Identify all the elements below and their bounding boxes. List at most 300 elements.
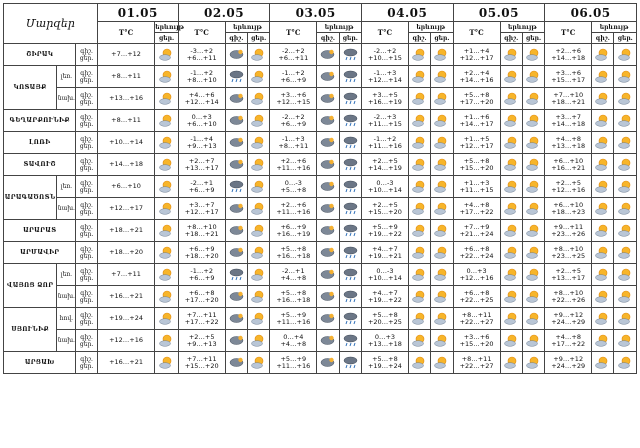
weather-icon-cell (247, 330, 269, 352)
partly-sunny-icon (618, 158, 633, 171)
temperature-range (362, 242, 409, 264)
weather-icon-cell (155, 88, 178, 110)
partly-sunny-icon (504, 202, 519, 215)
precip-header: երևույթ (225, 22, 270, 33)
partly-sunny-icon (434, 224, 449, 237)
day-temp: +15…+20 (184, 361, 219, 370)
night-temp: +8…+10 (186, 222, 217, 231)
weather-icon-cell (522, 220, 544, 242)
partly-sunny-icon (159, 268, 174, 281)
weather-icon-cell (317, 264, 339, 286)
night-temp: +1…+3 (463, 178, 490, 187)
temperature-range (453, 286, 500, 308)
partly-sunny-icon (412, 312, 427, 325)
weather-icon-cell (408, 154, 430, 176)
temperature-range (97, 44, 155, 66)
weather-icon-cell (522, 242, 544, 264)
night-label: գիշ. (80, 267, 93, 275)
day-temp: +15…+17 (551, 75, 586, 84)
day-temp: +12…+17 (109, 204, 143, 212)
rain-icon (343, 92, 358, 105)
weather-icon-cell (522, 308, 544, 330)
night-temp: +3…+7 (188, 200, 215, 209)
region-name: ՍՅՈՒՆԻՔ (4, 308, 57, 352)
temperature-range (97, 88, 155, 110)
day-temp: +13…+17 (551, 273, 586, 282)
weather-icon-cell (247, 66, 269, 88)
night-temp: +3…+6 (463, 332, 490, 341)
night-temp: +8…+10 (553, 288, 584, 297)
weather-icon-cell (247, 242, 269, 264)
cloudy-icon (320, 180, 335, 193)
temperature-range (97, 66, 155, 88)
day-temp: +10…+15 (367, 53, 402, 62)
weather-icon-cell (522, 66, 544, 88)
partly-sunny-icon (595, 312, 610, 325)
partly-sunny-icon (251, 114, 266, 127)
day-temp: +6…+11 (186, 53, 217, 62)
rain-icon (343, 114, 358, 127)
day-temp: +18…+20 (184, 251, 219, 260)
day-temp: +9…+13 (186, 339, 217, 348)
partly-sunny-icon (618, 312, 633, 325)
partly-sunny-icon (618, 290, 633, 303)
day-temp: +19…+22 (367, 229, 402, 238)
night-temp: +4…+8 (555, 332, 582, 341)
weather-icon-cell (339, 308, 361, 330)
cloudy-icon (320, 246, 335, 259)
partly-sunny-icon (526, 48, 541, 61)
weather-icon-cell (614, 308, 637, 330)
day-temp: +11…+16 (276, 317, 311, 326)
partly-sunny-icon (595, 268, 610, 281)
night-temp: +6…+8 (463, 288, 490, 297)
precip-header: երևույթ (317, 22, 362, 33)
weather-icon-cell (592, 220, 614, 242)
day-temp: +6…+11 (278, 53, 309, 62)
partly-sunny-icon (595, 114, 610, 127)
night-subheader: գիշ. (225, 33, 247, 44)
partly-sunny-icon (251, 312, 266, 325)
night-temp: +4…+8 (555, 134, 582, 143)
night-temp: +6…+9 (188, 244, 215, 253)
weather-icon-cell (500, 286, 522, 308)
day-temp: +16…+19 (367, 97, 402, 106)
weather-icon-cell (522, 198, 544, 220)
weather-icon-cell (247, 352, 269, 374)
region-name: ԱՐԱԳԱԾՈՏՆ (4, 176, 57, 220)
weather-icon-cell (500, 176, 522, 198)
weather-icon-cell (431, 220, 453, 242)
weather-icon-cell (225, 352, 247, 374)
night-temp: +6…+9 (280, 222, 307, 231)
partly-sunny-icon (251, 334, 266, 347)
temperature-range (270, 242, 317, 264)
weather-icon-cell (247, 110, 269, 132)
weather-icon-cell (614, 330, 637, 352)
weather-icon-cell (247, 286, 269, 308)
weather-icon-cell (592, 132, 614, 154)
weather-icon-cell (431, 352, 453, 374)
region-name: ԱՐԱՐԱՏ (4, 220, 76, 242)
weather-icon-cell (317, 132, 339, 154)
day-temp: +16…+21 (551, 163, 586, 172)
partly-sunny-icon (526, 158, 541, 171)
weather-icon-cell (339, 352, 361, 374)
weather-icon-cell (522, 330, 544, 352)
day-temp: +18…+21 (551, 97, 586, 106)
day-temp: +6…+10 (186, 119, 217, 128)
temperature-range (545, 154, 592, 176)
weather-icon-cell (408, 220, 430, 242)
cloudy-icon (320, 290, 335, 303)
day-temp: +22…+26 (551, 295, 586, 304)
time-of-day-labels (76, 44, 97, 66)
night-temp: +1…+6 (463, 112, 490, 121)
partly-sunny-icon (526, 180, 541, 193)
temperature-range (362, 88, 409, 110)
time-of-day-labels (76, 242, 97, 264)
partly-sunny-icon (159, 70, 174, 83)
partly-sunny-icon (251, 202, 266, 215)
temperature-range (545, 308, 592, 330)
weather-icon-cell (317, 352, 339, 374)
night-temp: 0…+3 (374, 332, 396, 341)
night-temp: +7…+11 (186, 354, 217, 363)
day-temp: +11…+15 (367, 119, 402, 128)
day-temp: +4…+8 (280, 273, 307, 282)
temperature-range (178, 110, 225, 132)
night-temp: -2…+1 (282, 266, 305, 275)
night-label: գիշ. (80, 289, 93, 297)
partly-sunny-icon (618, 70, 633, 83)
day-temp: +12…+16 (459, 273, 494, 282)
time-of-day-labels (76, 264, 97, 286)
day-temp: +19…+24 (109, 314, 143, 322)
table-row (4, 308, 637, 330)
day-temp: +22…+27 (459, 317, 494, 326)
night-temp: -1…+3 (282, 134, 305, 143)
weather-icon-cell (431, 308, 453, 330)
temperature-range (97, 132, 155, 154)
weather-icon-cell (408, 308, 430, 330)
day-temp: +19…+22 (367, 295, 402, 304)
temperature-range (270, 110, 317, 132)
region-subzone: լեռ. (57, 264, 76, 286)
weather-icon-cell (592, 198, 614, 220)
partly-sunny-icon (251, 268, 266, 281)
night-temp: +7…+11 (186, 310, 217, 319)
weather-icon-cell (592, 308, 614, 330)
day-temp: +13…+16 (109, 94, 143, 102)
temperature-range (97, 352, 155, 374)
region-name: ԱՐՄԱՎԻՐ (4, 242, 76, 264)
cloudy-icon (229, 92, 244, 105)
cloudy-icon (229, 356, 244, 369)
weather-icon-cell (317, 154, 339, 176)
weather-icon-cell (522, 132, 544, 154)
night-temp: +2…+5 (188, 332, 215, 341)
day-temp: +12…+14 (367, 75, 402, 84)
weather-icon-cell (155, 110, 178, 132)
weather-icon-cell (339, 110, 361, 132)
night-temp: +1…+5 (463, 134, 490, 143)
night-label: գիշ. (80, 245, 93, 253)
night-label: գիշ. (80, 157, 93, 165)
partly-sunny-icon (618, 334, 633, 347)
weather-icon-cell (317, 66, 339, 88)
night-label: գիշ. (80, 333, 93, 341)
weather-icon-cell (225, 198, 247, 220)
day-temp: +16…+21 (109, 292, 143, 300)
weather-icon-cell (500, 308, 522, 330)
cloudy-icon (320, 136, 335, 149)
day-temp: +18…+21 (184, 229, 219, 238)
weather-icon-cell (247, 220, 269, 242)
weather-icon-cell (614, 110, 637, 132)
temperature-range (545, 352, 592, 374)
region-subzone: լեռ. (57, 176, 76, 198)
temperature-range (362, 198, 409, 220)
weather-icon-cell (155, 44, 178, 66)
weather-icon-cell (225, 286, 247, 308)
temperature-range (545, 88, 592, 110)
temperature-range (178, 220, 225, 242)
weather-icon-cell (155, 308, 178, 330)
time-of-day-labels (76, 176, 97, 198)
weather-icon-cell (155, 176, 178, 198)
night-temp: -1…+2 (282, 68, 305, 77)
weather-icon-cell (408, 330, 430, 352)
cloudy-icon (229, 246, 244, 259)
day-temp: +14…+17 (459, 119, 494, 128)
region-name: ԿՈՏԱՅՔ (4, 66, 57, 110)
weather-icon-cell (431, 330, 453, 352)
night-temp: -2…+1 (190, 178, 213, 187)
cloudy-icon (320, 70, 335, 83)
partly-sunny-icon (251, 246, 266, 259)
weather-icon-cell (592, 110, 614, 132)
cloudy-icon (229, 312, 244, 325)
temp-header: T°C (97, 22, 155, 44)
rain-icon (343, 356, 358, 369)
weather-icon-cell (317, 220, 339, 242)
temperature-range (545, 286, 592, 308)
weather-icon-cell (614, 242, 637, 264)
partly-sunny-icon (251, 48, 266, 61)
cloudy-icon (320, 202, 335, 215)
temperature-range (453, 154, 500, 176)
weather-icon-cell (592, 88, 614, 110)
partly-sunny-icon (412, 290, 427, 303)
day-label: ցեր. (79, 164, 94, 172)
time-of-day-labels (76, 308, 97, 330)
temperature-range (453, 352, 500, 374)
day-label: ցեր. (79, 340, 94, 348)
weather-icon-cell (317, 286, 339, 308)
night-temp: +5…+9 (280, 354, 307, 363)
temperature-range (362, 176, 409, 198)
table-row (4, 66, 637, 88)
temperature-range (270, 44, 317, 66)
weather-icon-cell (592, 352, 614, 374)
partly-sunny-icon (251, 290, 266, 303)
cloudy-icon (320, 268, 335, 281)
day-temp: +5…+8 (280, 185, 307, 194)
temperature-range (97, 308, 155, 330)
weather-icon-cell (408, 352, 430, 374)
day-temp: +12…+17 (459, 141, 494, 150)
weather-icon-cell (522, 110, 544, 132)
weather-icon-cell (408, 132, 430, 154)
day-temp: +12…+17 (184, 207, 219, 216)
weather-icon-cell (614, 264, 637, 286)
time-of-day-labels (76, 286, 97, 308)
night-temp: +5…+8 (372, 354, 398, 363)
weather-icon-cell (225, 220, 247, 242)
temperature-range (178, 264, 225, 286)
weather-icon-cell (614, 132, 637, 154)
night-label: գիշ. (80, 179, 93, 187)
partly-sunny-icon (412, 356, 427, 369)
night-temp: +3…+7 (555, 112, 582, 121)
temperature-range (453, 176, 500, 198)
partly-sunny-icon (251, 92, 266, 105)
night-temp: +8…+10 (553, 244, 584, 253)
night-temp: +6…+10 (553, 156, 584, 165)
region-subzone: նախ. (57, 88, 76, 110)
table-row (4, 176, 637, 198)
partly-sunny-icon (434, 180, 449, 193)
temperature-range (97, 154, 155, 176)
night-label: գիշ. (80, 113, 93, 121)
night-temp: +7…+9 (463, 222, 490, 231)
partly-sunny-icon (618, 136, 633, 149)
partly-sunny-icon (504, 158, 519, 171)
table-row (4, 352, 637, 374)
partly-sunny-icon (251, 136, 266, 149)
partly-sunny-icon (159, 290, 174, 303)
time-of-day-labels (76, 330, 97, 352)
weather-icon-cell (522, 154, 544, 176)
partly-sunny-icon (159, 114, 174, 127)
partly-sunny-icon (434, 246, 449, 259)
temperature-range (362, 352, 409, 374)
weather-icon-cell (500, 132, 522, 154)
weather-icon-cell (225, 242, 247, 264)
night-label: գիշ. (80, 223, 93, 231)
weather-icon-cell (500, 110, 522, 132)
temperature-range (362, 264, 409, 286)
day-subheader: ցեր. (155, 33, 178, 44)
day-temp: +15…+20 (459, 339, 494, 348)
weather-icon-cell (317, 330, 339, 352)
region-name: ՇԻՐԱԿ (4, 44, 76, 66)
partly-sunny-icon (434, 268, 449, 281)
partly-sunny-icon (412, 136, 427, 149)
night-temp: -2…+2 (373, 46, 397, 55)
partly-sunny-icon (159, 312, 174, 325)
temperature-range (545, 330, 592, 352)
partly-sunny-icon (618, 180, 633, 193)
partly-sunny-icon (504, 180, 519, 193)
day-label: ցեր. (79, 274, 94, 282)
day-temp: +11…+16 (276, 207, 311, 216)
cloudy-icon (229, 114, 244, 127)
partly-sunny-icon (504, 224, 519, 237)
day-temp: +17…+20 (459, 97, 494, 106)
night-temp: +5…+8 (372, 310, 398, 319)
day-temp: +18…+21 (109, 226, 143, 234)
partly-sunny-icon (159, 136, 174, 149)
day-temp: +14…+18 (551, 53, 586, 62)
temperature-range (270, 198, 317, 220)
partly-sunny-icon (159, 92, 174, 105)
night-temp: +2…+5 (372, 200, 398, 209)
night-temp: +3…+5 (372, 90, 398, 99)
night-subheader: գիշ. (592, 33, 614, 44)
partly-sunny-icon (434, 202, 449, 215)
temp-header: T°C (545, 22, 592, 44)
day-temp: +23…+25 (551, 251, 586, 260)
weather-icon-cell (225, 110, 247, 132)
night-label: գիշ. (80, 311, 93, 319)
partly-sunny-icon (504, 246, 519, 259)
night-label: գիշ. (80, 135, 93, 143)
partly-sunny-icon (159, 356, 174, 369)
time-of-day-labels (76, 132, 97, 154)
day-temp: +17…+22 (184, 317, 219, 326)
weather-icon-cell (431, 154, 453, 176)
weather-icon-cell (247, 198, 269, 220)
temperature-range (362, 220, 409, 242)
weather-icon-cell (155, 132, 178, 154)
partly-sunny-icon (526, 114, 541, 127)
temperature-range (453, 44, 500, 66)
day-temp: +13…+18 (551, 141, 586, 150)
night-temp: +2…+6 (280, 156, 307, 165)
night-temp: +6…+10 (553, 200, 584, 209)
time-of-day-labels (76, 110, 97, 132)
weather-icon-cell (225, 88, 247, 110)
night-temp: +1…+4 (463, 46, 490, 55)
temperature-range (178, 176, 225, 198)
temperature-range (545, 132, 592, 154)
weather-icon-cell (155, 154, 178, 176)
partly-sunny-icon (618, 224, 633, 237)
night-temp: -1…+2 (373, 134, 397, 143)
day-temp: +17…+20 (184, 295, 219, 304)
night-temp: +4…+7 (372, 244, 398, 253)
temperature-range (270, 352, 317, 374)
table-row (4, 154, 637, 176)
date-header: 06.05 (545, 4, 637, 22)
partly-sunny-icon (618, 268, 633, 281)
weather-icon-cell (247, 132, 269, 154)
day-label: ցեր. (79, 252, 94, 260)
night-temp: +2…+5 (372, 156, 398, 165)
partly-sunny-icon (412, 180, 427, 193)
night-temp: +2…+6 (555, 46, 582, 55)
night-temp: +6…+8 (463, 244, 490, 253)
temperature-range (178, 330, 225, 352)
cloudy-icon (229, 334, 244, 347)
weather-icon-cell (317, 242, 339, 264)
temperature-range (545, 110, 592, 132)
partly-sunny-icon (434, 114, 449, 127)
partly-sunny-icon (504, 334, 519, 347)
temperature-range (453, 264, 500, 286)
